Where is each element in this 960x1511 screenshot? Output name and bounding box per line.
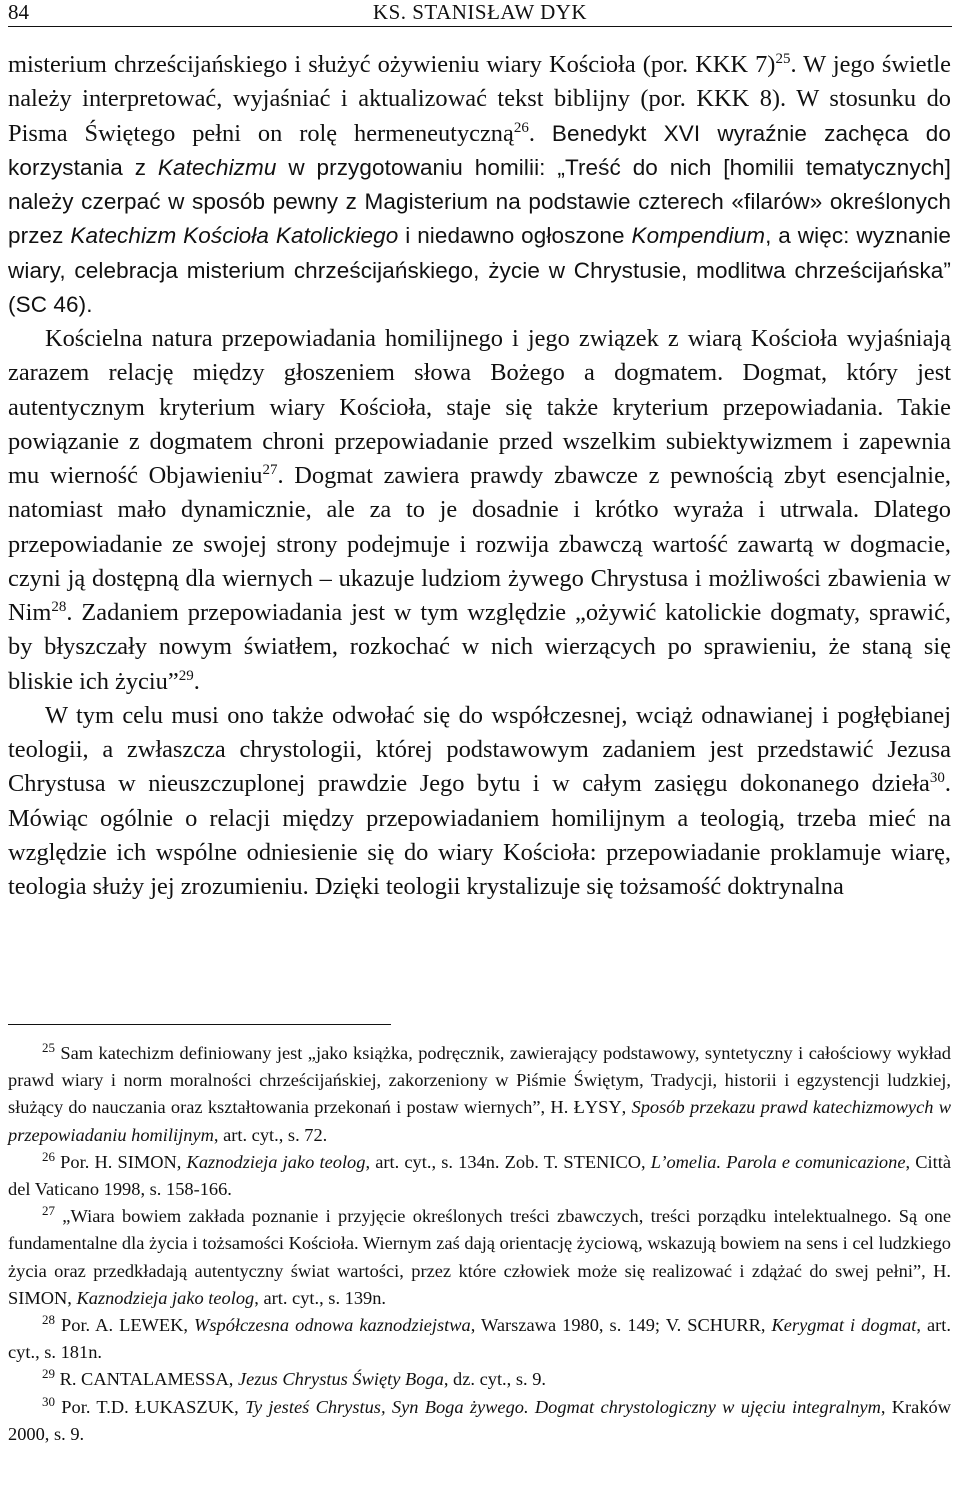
text-run: , [234,1396,246,1417]
footnote-ref-28[interactable]: 28 [51,599,67,615]
text-run: , art. cyt., s. 139n. [254,1287,387,1308]
author-name: YSY [584,1097,622,1118]
text-run: W tym celu musi ono także odwołać się do współczesnej, wciąż odnawianej i pogłębianej teologii, a zwłaszcza chrystologii, której podstawowym zadaniem jest przedstawić Jezusa Chrystusa w nieuszczuplonej prawdzie Jego bytu i w całym zasięgu dokonanego dzieła [8,701,951,798]
footnote-number: 28 [42,1312,55,1328]
italic-title: Katechizmu [157,154,277,180]
text-run: . [193,667,200,695]
footnote-number: 27 [42,1203,55,1219]
footnote-number: 26 [42,1148,55,1164]
footnote-separator [8,1024,391,1025]
text-run: , [176,1151,187,1172]
text-run: , Kraków 2000, s. 9. [8,1396,951,1444]
running-head: KS. STANISŁAW DYK [372,0,588,24]
author-name: UKASZUK [146,1396,235,1417]
text-run: , art. cyt., s. 134n. Zob. T. S [365,1151,574,1172]
text-run: , dz. cyt., s. 9. [443,1369,546,1390]
text-run: . Mówiąc ogólnie o relacji między przepowiadaniem homilijnym a teologią, trzeba mieć na względzie ich wspólne odniesienie się do wiary Kościoła: przepowiadanie proklamuje wiarę, teologia służy jej zrozumieniu. Dzięki teologii krystalizuje się tożsamość doktrynalna [8,770,951,900]
text-run: Benedykt XVI wyraźnie zachęca do korzystania z [8,120,951,180]
text-run: , [183,1315,195,1336]
footnote-number: 30 [42,1393,55,1409]
text-run: R. C [55,1369,94,1390]
text-run: i niedawno ogłoszone [398,223,632,249]
page-header [8,0,952,24]
footnote-number: 29 [42,1366,55,1382]
footnote-ref-29[interactable]: 29 [178,667,194,684]
text-run: . [528,119,552,147]
main-text [8,48,951,904]
text-run: Por. A. L [55,1315,131,1336]
italic-title: Sposób przekazu prawd katechizmowych w przepowiadaniu homilijnym [8,1097,951,1145]
author-name: IMON [127,1151,177,1172]
italic-title: Katechizm Kościoła Katolickiego [70,223,399,249]
text-run: , Warszawa 1980, s. 149; V. S [470,1315,698,1336]
text-run: , Città del Vaticano 1998, s. 158-166. [8,1151,952,1200]
text-run: , art. cyt., s. 181n. [8,1315,951,1363]
italic-title: Ty jesteś Chrystus, Syn Boga żywego. Dogmat chrystologiczny w ujęciu integralnym [245,1396,881,1417]
text-run: , [67,1287,77,1308]
footnote-28 [8,1312,951,1366]
text-run: , [621,1097,632,1118]
text-run: , a więc: wyznanie wiary, celebracja misterium chrześcijańskiego, życie w Chrystusie, modlitwa chrześcijańska” (SC 46). [8,223,951,317]
text-run: Sam katechizm definiowany jest „jako książka, podręcznik, zawierający podstawowy, syntetyczny i całościowy wykład prawd wiary i norm moralności chrześcijańskiej, zakorzeniony w Piśmie Świętym, Tradycji, historii i egzystencji ludzkiej, służący do nauczania oraz kształtowania przekonań i postaw wiernych”, H. Ł [8,1043,951,1118]
footnotes [8,1040,951,1448]
header-rule [8,26,952,27]
footnote-29 [8,1366,951,1393]
italic-title: Kaznodzieja jako teolog [76,1287,255,1308]
quoted-passage [8,121,951,317]
footnote-ref-25[interactable]: 25 [775,51,791,67]
text-run: , art. cyt., s. 72. [213,1124,328,1145]
author-name: CHURR [697,1315,761,1336]
author-name: IMON [18,1287,68,1308]
italic-title: L’omelia. Parola e comunicazione [650,1151,906,1172]
text-run: , [228,1369,238,1390]
text-run: , [641,1151,651,1172]
italic-title: Jezus Chrystus Święty Boga [237,1369,444,1390]
text-run: misterium chrześcijańskiego i służyć ożywieniu wiary Kościoła (por. KKK 7) [8,51,776,78]
footnote-number: 25 [42,1040,55,1055]
italic-title: Współczesna odnowa kaznodziejstwa [194,1315,471,1336]
author-name: ANTALAMESSA [93,1369,229,1390]
text-run: Kościelna natura przepowiadania homilijnego i jego związek z wiarą Kościoła wyjaśniają zarazem relację między głoszeniem słowa Bożego a dogmatem. Dogmat, który jest autentycznym kryterium wiary Kościoła, staje się także kryterium przepowiadania. Takie powiązanie z dogmatem chroni przepowiadanie przed wszelkim subiektywizmem i zapewnia mu wierność Objawieniu [8,325,951,489]
page-number: 84 [8,0,29,24]
text-run: . Zadaniem przepowiadania jest w tym względzie „ożywić katolickie dogmaty, sprawić, by błyszczały nowym światłem, rozkochać w nich wierzących po sprawieniu, że staną się bliskie ich życiu” [8,599,951,695]
italic-title: Kompendium [631,223,766,249]
footnote-30 [8,1394,951,1448]
footnote-25 [8,1040,951,1149]
text-run: , [760,1315,772,1336]
author-name: TENICO [573,1151,642,1172]
footnote-27 [8,1203,951,1312]
text-run: Por. T.D. Ł [55,1396,147,1417]
footnote-26 [8,1149,951,1203]
paragraph-1 [8,48,951,322]
footnote-ref-26[interactable]: 26 [513,119,529,136]
text-run: „Wiara bowiem zakłada poznanie i przyjęcie określonych treści zbawczych, treści porządku intelektualnego. Są one fundamentalne dla życia i tożsamości Kościoła. Wiernym zaś dają orientację życiową, wskazują bowiem na sens i cel ludzkiego życia oraz przedkładają autentyczny świat wartości, przez które człowiek może się realizować i zdążać do swej pełni”, H. S [8,1206,951,1308]
text-run: . W jego świetle należy interpretować, wyjaśniać i aktualizować tekst biblijny (por. KKK 8). W stosunku do Pisma Świętego pełni on rolę hermeneutyczną [8,51,951,147]
paragraph-2 [8,322,951,699]
text-run: w przygotowaniu homilii: „Treść do nich [homilii tematycznych] należy czerpać w sposób pewny z Magisterium na podstawie czterech «filarów» określonych przez [8,154,952,249]
italic-title: Kerygmat i dogmat [771,1315,917,1336]
footnote-ref-27[interactable]: 27 [262,462,278,478]
italic-title: Kaznodzieja jako teolog [186,1151,366,1172]
paragraph-3 [8,699,951,905]
text-run: Por. H. S [55,1151,128,1172]
author-name: EWEK [130,1315,184,1336]
footnote-ref-30[interactable]: 30 [929,770,945,787]
text-run: . Dogmat zawiera prawdy zbawcze z pewnością zbyt esencjalnie, natomiast mało dynamicznie, ale za to je dosadnie i krótko wyraża i utrwala. Dlatego przepowiadanie ze swojej strony podejmuje i rozwija zbawczą wartość zawartą w dogmacie, czyni ją dostępną dla wiernych – ukazuje ludziom żywego Chrystusa i możliwości zbawienia w Nim [8,462,951,626]
